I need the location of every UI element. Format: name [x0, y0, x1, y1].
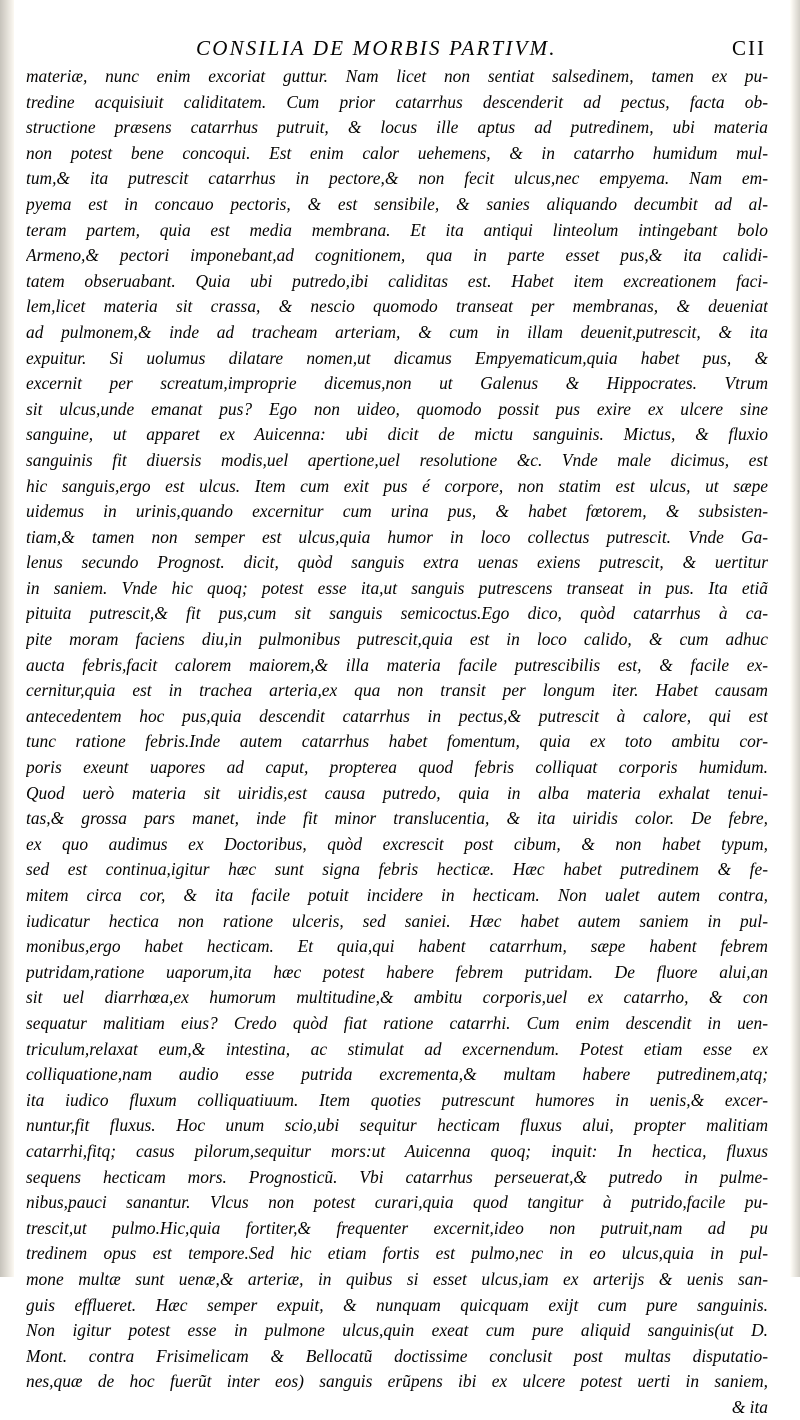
text-line: Armeno,& pectori imponebant,ad cognitionem, qua in parte esset pus,& ita calidi- [26, 245, 768, 266]
text-line: colliquatione,nam audio esse putrida excrementa,& multam habere putredinem,atq; [26, 1064, 768, 1085]
text-line: tas,& grossa pars manet, inde fit minor translucentia, & ita uiridis color. De febre, [26, 808, 768, 829]
text-line: sanguinis fit diuersis modis,uel apertione,uel resolutione &c. Vnde male dicimus, est [26, 449, 768, 470]
catchword: & ita [731, 1396, 768, 1417]
text-line: sequatur malitiam eius? Credo quòd fiat ratione catarrhi. Cum enim descendit in uen- [26, 1012, 768, 1033]
text-line: pituita putrescit,& fit pus,cum sit sanguis semicoctus.Ego dico, quòd catarrhus à ca- [26, 603, 768, 624]
running-head: CONSILIA DE MORBIS PARTIVM. [196, 36, 557, 60]
page-edge-left [0, 0, 14, 1277]
text-line: uidemus in urinis,quando excernitur cum urina pus, & habet fœtorem, & subsisten- [26, 501, 768, 522]
text-line: lem,licet materia sit crassa, & nescio quomodo transeat per membranas, & deueniat [26, 296, 768, 317]
text-line: sit ulcus,unde emanat pus? Ego non uideo, quomodo possit pus exire ex ulcere sine [26, 398, 768, 419]
text-line: nes,quæ de hoc fuerũt inter eos) sanguis erũpens ibi ex ulcere potest uerti in saniem, [26, 1371, 768, 1392]
text-line: trescit,ut pulmo.Hic,quia fortiter,& frequenter excernit,ideo non putruit,nam ad pu [26, 1217, 768, 1238]
text-line: nuntur,fit fluxus. Hoc unum scio,ubi sequitur hecticam fluxus alui, propter malitiam [26, 1115, 768, 1136]
text-line: ad pulmonem,& inde ad tracheam arteriam, & cum in illam deuenit,putrescit, & ita [26, 321, 768, 342]
text-line: sit uel diarrhœa,ex humorum multitudine,& ambitu corporis,uel ex catarrho, & con [26, 987, 768, 1008]
text-line: ex quo audimus ex Doctoribus, quòd excrescit post cibum, & non habet typum, [26, 833, 768, 854]
body-text [26, 64, 768, 1420]
text-line: sequens hecticam mors. Prognosticũ. Vbi catarrhus perseuerat,& putredo in pulme- [26, 1166, 768, 1187]
text-line: pite moram faciens diu,in pulmonibus putrescit,quia est in loco calido, & cum adhuc [26, 629, 768, 650]
text-line: guis efflueret. Hæc semper expuit, & nunquam quicquam exijt cum pure sanguinis. [26, 1294, 768, 1315]
text-line: ita iudico fluxum colliquatiuum. Item quoties putrescunt humores in uenis,& excer- [26, 1089, 768, 1110]
text-line: structione præsens catarrhus putruit, & locus ille aptus ad putredinem, ubi materia [26, 117, 768, 138]
text-line: tiam,& tamen non semper est ulcus,quia humor in loco collectus putrescit. Vnde Ga- [26, 526, 768, 547]
text-line: pyema est in concauo pectoris, & est sensibile, & sanies aliquando decumbit ad al- [26, 193, 768, 214]
text-line: hic sanguis,ergo est ulcus. Item cum exit pus é corpore, non statim est ulcus, ut sæpe [26, 475, 768, 496]
text-line: antecedentem hoc pus,quia descendit catarrhus in pectus,& putrescit à calore, qui est [26, 705, 768, 726]
text-line: lenus secundo Prognost. dicit, quòd sanguis extra uenas exiens putrescit, & uertitur [26, 552, 768, 573]
text-line: tatem obseruabant. Quia ubi putredo,ibi caliditas est. Habet item excreationem faci- [26, 270, 768, 291]
text-line: teram partem, quia est media membrana. Et ita antiqui linteolum intingebant bolo [26, 219, 768, 240]
text-line: triculum,relaxat eum,& intestina, ac stimulat ad excernendum. Potest etiam esse ex [26, 1038, 768, 1059]
text-line: expuitur. Si uolumus dilatare nomen,ut dicamus Empyematicum,quia habet pus, & [26, 347, 768, 368]
text-line: non potest bene concoqui. Est enim calor uehemens, & in catarrho humidum mul- [26, 142, 768, 163]
text-line: cernitur,quia est in trachea arteria,ex qua non transit per longum iter. Habet causam [26, 680, 768, 701]
text-line: iudicatur hectica non ratione ulceris, sed saniei. Hæc habet autem saniem in pul- [26, 910, 768, 931]
text-line: aucta febris,facit calorem maiorem,& illa materia facile putrescibilis est, & facile ex- [26, 654, 768, 675]
text-line: tredine acquisiuit caliditatem. Cum prior catarrhus descenderit ad pectus, facta ob- [26, 91, 768, 112]
text-line: Quod uerò materia sit uiridis,est causa putredo, quia in alba materia exhalat tenui- [26, 782, 768, 803]
text-line: monibus,ergo habet hecticam. Et quia,qui habent catarrhum, sæpe habent febrem [26, 936, 768, 957]
folio-number: CII [732, 36, 766, 60]
page-header [0, 36, 800, 66]
text-line: putridam,ratione uaporum,ita hæc potest habere febrem putridam. De fluore alui,an [26, 961, 768, 982]
text-line: tum,& ita putrescit catarrhus in pectore,& non fecit ulcus,nec empyema. Nam em- [26, 168, 768, 189]
text-line: nibus,pauci sanantur. Vlcus non potest curari,quia quod tangitur à putrido,facile pu- [26, 1192, 768, 1213]
text-line: poris exeunt uapores ad caput, propterea quod febris colliquat corporis humidum. [26, 757, 768, 778]
page-edge-right [790, 0, 800, 1277]
text-line: sed est continua,igitur hæc sunt signa febris hecticæ. Hæc habet putredinem & fe- [26, 859, 768, 880]
text-line: mone multæ sunt uenæ,& arteriæ, in quibus si esset ulcus,iam ex arterijs & uenis san- [26, 1268, 768, 1289]
text-line: tredinem opus est tempore.Sed hic etiam fortis est pulmo,nec in eo ulcus,quia in pul- [26, 1243, 768, 1264]
text-line: Non igitur potest esse in pulmone ulcus,quin exeat cum pure aliquid sanguinis(ut D. [26, 1320, 768, 1341]
text-line: Mont. contra Frisimelicam & Bellocatũ doctissime conclusit post multas disputatio- [26, 1345, 768, 1366]
text-line: materiæ, nunc enim excoriat guttur. Nam licet non sentiat salsedinem, tamen ex pu- [26, 66, 768, 86]
text-line: catarrhi,fitq; casus pilorum,sequitur mors:ut Auicenna quoq; inquit: In hectica, fluxus [26, 1140, 768, 1161]
text-line: tunc ratione febris.Inde autem catarrhus habet fomentum, quia ex toto ambitu cor- [26, 731, 768, 752]
text-line: in saniem. Vnde hic quoq; potest esse ita,ut sanguis putrescens transeat in pus. Ita etiã [26, 577, 768, 598]
text-line: sanguine, ut apparet ex Auicenna: ubi dicit de mictu sanguinis. Mictus, & fluxio [26, 424, 768, 445]
text-line: mitem circa cor, & ita facile potuit incidere in hecticam. Non ualet autem contra, [26, 885, 768, 905]
text-line: excernit per screatum,improprie dicemus,non ut Galenus & Hippocrates. Vtrum [26, 373, 768, 394]
